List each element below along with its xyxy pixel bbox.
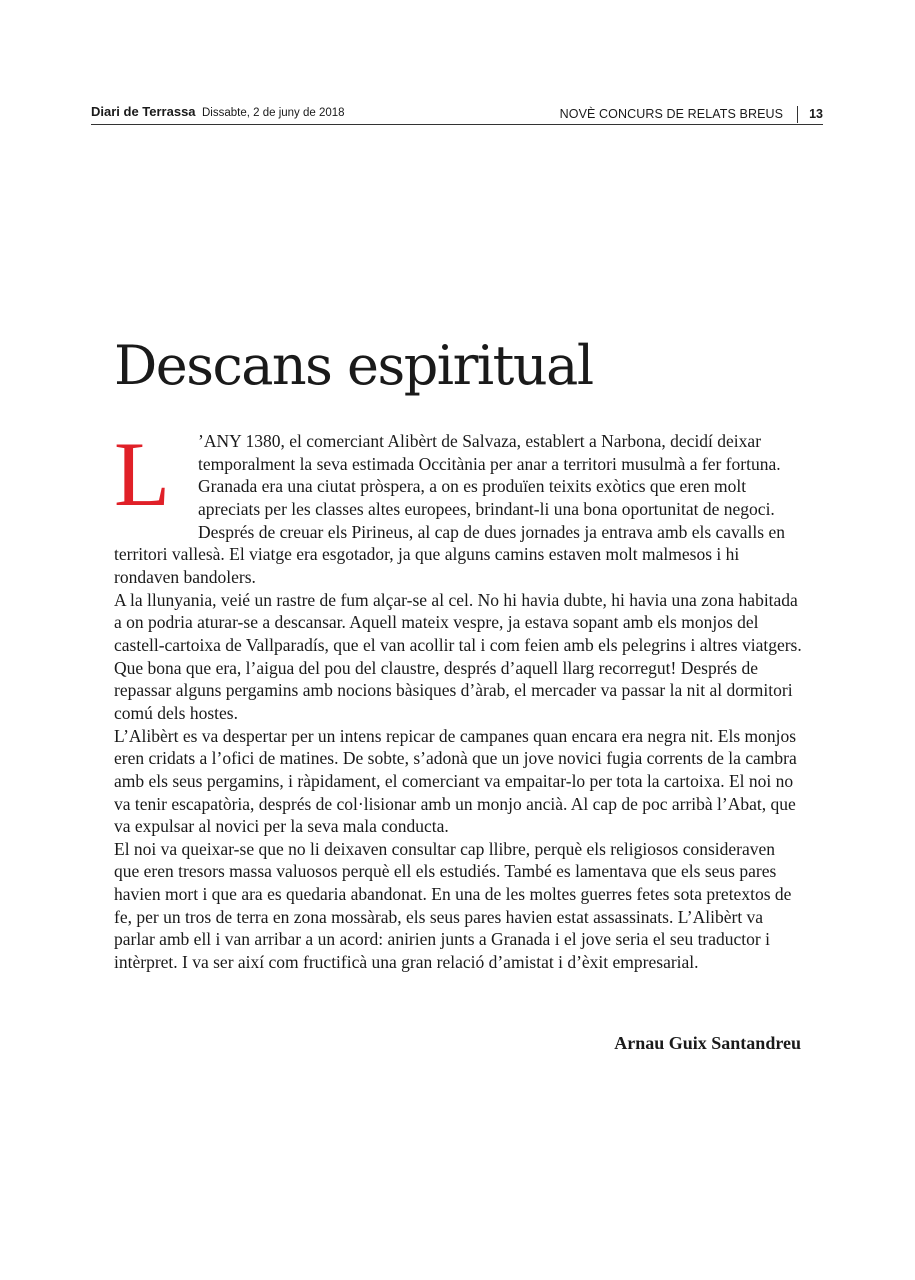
- page-header: [91, 104, 823, 125]
- article-author: Arnau Guix Santandreu: [614, 1033, 801, 1053]
- header-left: [91, 103, 345, 121]
- paragraph: ’ANY 1380, el comerciant Alibèrt de Salvaza, establert a Narbona, decidí deixar temporalment la seva estimada Occitània per anar a territori musulmà a fer fortuna. Granada era una ciutat pròspera, a on es produïen teixits exòtics que eren molt apreciats per les classes altes europees, brindant-li una bona oportunitat de negoci. Després de creuar els Pirineus, al cap de dues jornades ja entrava amb els cavalls en territori vallesà. El viatge era esgotador, ja que alguns camins estaven molt malmesos i hi rondaven bandolers.: [114, 431, 785, 587]
- publication-date: Dissabte, 2 de juny de 2018: [202, 107, 345, 119]
- paragraph: A la llunyania, veié un rastre de fum alçar-se al cel. No hi havia dubte, hi havia una zona habitada a on podria aturar-se a descansar. Aquell mateix vespre, ja estava sopant amb els monjos del castell-cartoixa de Vallparadís, que el van acollir tal i com feien amb els pelegrins i altres viatgers. Que bona que era, l’aigua del pou del claustre, després d’aquell llarg recorregut! Després de repassar alguns pergamins amb nocions bàsiques d’àrab, el mercader va passar la nit al dormitori comú dels hostes.: [114, 589, 802, 723]
- section-title: NOVÈ CONCURS DE RELATS BREUS: [559, 107, 784, 121]
- paragraph: El noi va queixar-se que no li deixaven consultar cap llibre, perquè els religiosos consideraven que eren tresors massa valuosos perquè ell els estudiés. També es lamentava que els seus pares havien mort i que ara es quedaria abandonat. En una de les moltes guerres fetes sota pretextos de fe, per un tros de terra en zona mossàrab, els seus pares havien estat assassinats. L’Alibèrt va parlar amb ell i van arribar a un acord: anirien junts a Granada i el jove seria el seu traductor i intèrpret. I va ser així com fructificà una gran relació d’amistat i d’èxit empresarial.: [114, 838, 792, 973]
- paragraph: L’Alibèrt es va despertar per un intens repicar de campanes quan encara era negra nit. Els monjos eren cridats a l’ofici de matines. De sobte, s’adonà que un jove novici fugia corrents de la cambra amb els seus pergamins, i ràpidament, el comerciant va empaitar-lo per tota la cartoixa. El noi no va tenir escapatòria, després de col·lisionar amb un monjo ancià. Al cap de poc arribà l’Abat, que va expulsar al novici per la seva mala conducta.: [114, 725, 797, 837]
- article-body: [114, 423, 804, 974]
- header-right: [560, 104, 823, 121]
- drop-cap: L: [114, 423, 171, 525]
- header-divider: [797, 106, 798, 123]
- publication-name: Diari de Terrassa: [91, 104, 196, 119]
- page-number: 13: [809, 107, 823, 121]
- article-title: Descans espiritual: [114, 334, 593, 397]
